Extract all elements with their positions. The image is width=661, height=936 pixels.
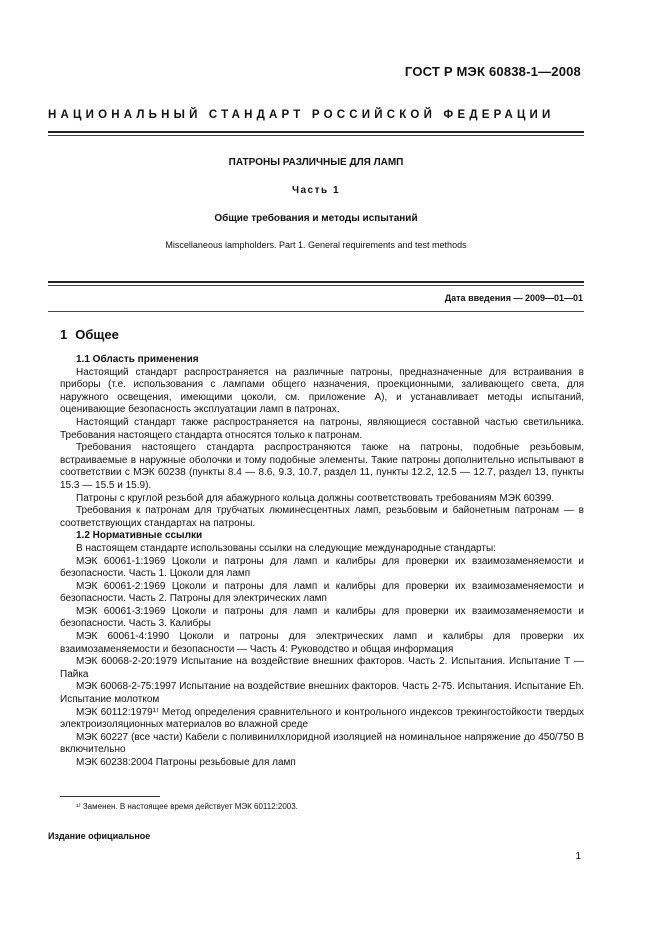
paragraph: Требования к патронам для трубчатых люминесцентных ламп, резьбовым и байонетным патронам — в соответствующих стандартах на патроны.	[60, 505, 584, 529]
page-number: 1	[575, 851, 581, 862]
title-rule-top	[48, 281, 584, 283]
paragraph: Патроны с круглой резьбой для абажурного кольца должны соответствовать требованиям МЭК 60399.	[76, 492, 555, 504]
header-rule-top	[48, 131, 584, 133]
section-number: 1	[60, 327, 68, 342]
paragraph: Требования настоящего стандарта распространяются также на патроны, подобные резьбовым, встраиваемые в наружные оболочки и тому подобные элементы. Такие патроны дополнительно испытывают в соответствии с МЭК 60238 (пункты 8.4 — 8.6, 9.3, 10.7, раздел 11, пункты 12.2, 12.5 — 12.7, раздел 13, пункты 15.3 — 15.5 и 15.9).	[60, 442, 584, 491]
reference-item: МЭК 60061-3:1969 Цоколи и патроны для ламп и калибры для проверки их взаимозаменяемости и безопасности. Часть 3. Калибры	[60, 605, 584, 630]
paragraph: Настоящий стандарт распространяется на различные патроны, предназначенные для встраивания в приборы (т.е. использования с лампами общего назначения, проекционными, заливающего света, для наружного освещения, имеющими цоколи, см. приложение А), и устанавливает методы испытаний, оценивающие безопасность эксплуатации ламп в патронах.	[60, 366, 584, 416]
reference-item: МЭК 60068-2-75:1997 Испытание на воздействие внешних факторов. Часть 2-75. Испытания. Испытание Eh. Испытание молотком	[60, 681, 584, 706]
footnote-rule	[60, 796, 160, 797]
reference-item: МЭК 60068-2-20:1979 Испытание на воздействие внешних факторов. Часть 2. Испытания. Испытание Т — Пайка	[60, 656, 584, 680]
introduction-date: Дата введения — 2009—01—01	[444, 293, 583, 303]
subsection-heading: 1.1 Область применения	[76, 354, 199, 365]
paragraph: В настоящем стандарте использованы ссылки на следующие международные стандарты:	[76, 542, 496, 554]
section-title: Общее	[75, 327, 119, 342]
document-code: ГОСТ Р МЭК 60838-1—2008	[404, 64, 581, 79]
reference-item: МЭК 60061-1:1969 Цоколи и патроны для ламп и калибры для проверки их взаимозаменяемости и безопасности. Часть 1. Цоколи для ламп	[60, 555, 584, 580]
reference-item: МЭК 60061-2:1969 Цоколи и патроны для ламп и калибры для проверки их взаимозаменяемости и безопасности. Часть 2. Патроны для электрических ламп	[60, 580, 584, 605]
standard-title: ПАТРОНЫ РАЗЛИЧНЫЕ ДЛЯ ЛАМП	[228, 157, 404, 168]
section-heading	[60, 327, 119, 342]
standard-subtitle: Общие требования и методы испытаний	[214, 213, 418, 224]
national-standard-heading: НАЦИОНАЛЬНЫЙ СТАНДАРТ РОССИЙСКОЙ ФЕДЕРАЦИИ	[48, 109, 555, 121]
section-body	[60, 354, 584, 770]
footnote: ¹⁾ Заменен. В настоящее время действует МЭК 60112:2003.	[76, 802, 298, 811]
reference-item: МЭК 60227 (все части) Кабели с поливинилхлоридной изоляцией на номинальное напряжение до 450/750 В включительно	[60, 731, 584, 756]
date-rule	[48, 311, 584, 312]
english-title: Miscellaneous lampholders. Part 1. General requirements and test methods	[165, 240, 467, 250]
reference-item: МЭК 60238:2004 Патроны резьбовые для ламп	[76, 757, 296, 768]
paragraph: Настоящий стандарт также распространяется на патроны, являющиеся составной частью светильника. Требования настоящего стандарта относятся только к патронам.	[60, 416, 584, 441]
reference-item: МЭК 60061-4:1990 Цоколи и патроны для электрических ламп и калибры для проверки их взаимозаменяемости и безопасности — Часть 4: Руководство и общая информация	[60, 631, 584, 655]
header-rule-bottom	[48, 135, 584, 136]
reference-item: МЭК 60112:1979¹⁾ Метод определения сравнительного и контрольного индексов трекингостойкости твердых электроизоляционных материалов во влажной среде	[60, 706, 584, 731]
title-rule-bottom	[48, 285, 584, 286]
subsection-heading: 1.2 Нормативные ссылки	[76, 530, 203, 542]
part-label: Часть 1	[291, 185, 341, 196]
edition-label: Издание официальное	[48, 831, 151, 841]
